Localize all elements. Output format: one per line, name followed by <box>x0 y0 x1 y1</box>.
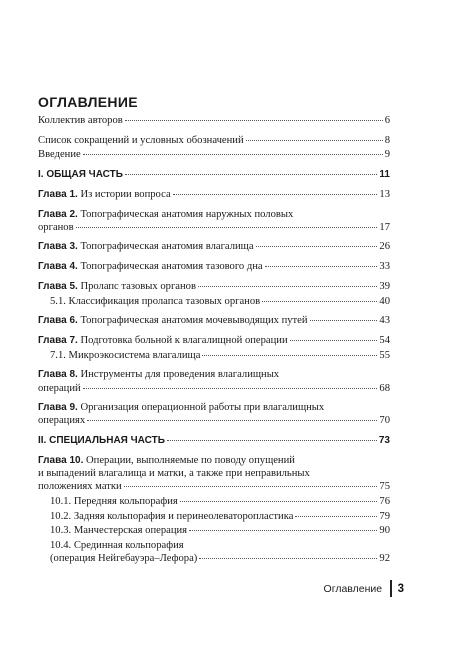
toc-section-10-3[interactable]: 10.3. Манчестерская операция 90 <box>50 525 390 537</box>
page-number: 11 <box>379 169 390 181</box>
toc-section-10-4[interactable]: 10.4. Срединная кольпорафия (операция Нейгебауэра–Лефора) 92 <box>50 540 390 565</box>
page-number: 73 <box>378 435 390 447</box>
toc-entry-authors[interactable]: Коллектив авторов 6 <box>38 115 390 126</box>
toc-title: ОГЛАВЛЕНИЕ <box>38 94 138 110</box>
toc-chapter-10[interactable]: Глава 10. Операции, выполняемые по поводу опущений и выпадений влагалища и матки, а также при неправильных положениях матки 75 <box>38 454 390 493</box>
toc-chapter-8[interactable]: Глава 8. Инструменты для проведения влагалищных операций 68 <box>38 369 390 394</box>
toc-section-7-1[interactable]: 7.1. Микроэкосистема влагалища 55 <box>50 349 390 361</box>
page-number: 76 <box>379 495 390 507</box>
toc-chapter-4[interactable]: Глава 4. Топографическая анатомия тазового дна 33 <box>38 261 390 273</box>
toc-section-10-1[interactable]: 10.1. Передняя кольпорафия 76 <box>50 495 390 507</box>
toc-chapter-5[interactable]: Глава 5. Пролапс тазовых органов 39 <box>38 280 390 292</box>
toc-section-5-1[interactable]: 5.1. Классификация пролапса тазовых органов 40 <box>50 295 390 307</box>
toc-chapter-7[interactable]: Глава 7. Подготовка больной к влагалищной операции 54 <box>38 334 390 346</box>
toc-part-general[interactable]: I. ОБЩАЯ ЧАСТЬ 11 <box>38 169 390 181</box>
page-number: 68 <box>379 382 390 394</box>
page-number: 43 <box>379 315 390 327</box>
toc-entry-abbreviations[interactable]: Список сокращений и условных обозначений 8 <box>38 134 390 146</box>
toc-section-10-2[interactable]: 10.2. Задняя кольпорафия и перинеолеваторопластика 79 <box>50 510 390 522</box>
toc-chapter-6[interactable]: Глава 6. Топографическая анатомия мочевыводящих путей 43 <box>38 315 390 327</box>
footer-divider <box>390 580 392 597</box>
page-number: 6 <box>384 115 390 126</box>
toc-chapter-3[interactable]: Глава 3. Топографическая анатомия влагалища 26 <box>38 241 390 253</box>
page-number: 17 <box>379 221 390 233</box>
page-number: 75 <box>379 481 390 493</box>
table-of-contents <box>38 114 390 565</box>
page-number: 90 <box>379 525 390 537</box>
page-number-footer: 3 <box>397 582 404 595</box>
page-number: 8 <box>384 134 390 146</box>
page-number: 92 <box>379 553 390 565</box>
page-number: 39 <box>379 280 390 292</box>
toc-part-special[interactable]: II. СПЕЦИАЛЬНАЯ ЧАСТЬ 73 <box>38 435 390 447</box>
page-number: 55 <box>379 349 390 361</box>
page-footer <box>324 580 404 597</box>
page-number: 54 <box>379 334 390 346</box>
page-number: 79 <box>379 510 390 522</box>
toc-chapter-9[interactable]: Глава 9. Организация операционной работы при влагалищных операциях 70 <box>38 402 390 427</box>
page-number: 33 <box>379 261 390 273</box>
page-number: 9 <box>384 149 390 161</box>
toc-chapter-2[interactable]: Глава 2. Топографическая анатомия наружных половых органов 17 <box>38 208 390 233</box>
running-footer-label: Оглавление <box>323 582 383 595</box>
toc-entry-introduction[interactable]: Введение 9 <box>38 149 390 161</box>
page-number: 40 <box>379 295 390 307</box>
page-number: 26 <box>379 241 390 253</box>
page-number: 70 <box>379 415 390 427</box>
toc-chapter-1[interactable]: Глава 1. Из истории вопроса 13 <box>38 188 390 200</box>
page-number: 13 <box>379 188 390 200</box>
